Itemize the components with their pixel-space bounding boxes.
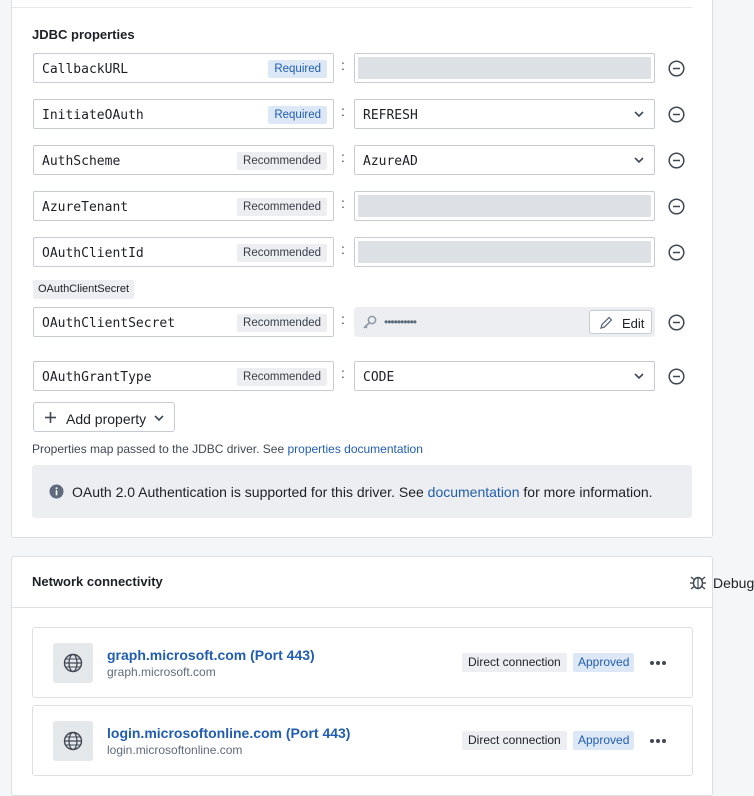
debug-label: Debug [713,575,754,591]
property-key-field[interactable] [33,237,334,267]
property-value-input[interactable] [354,191,655,221]
host-title-link[interactable]: graph.microsoft.com (Port 443) [107,647,315,663]
edit-label: Edit [622,316,645,331]
jdbc-properties-panel [11,0,713,538]
secret-value-field [354,307,655,337]
separator-colon: : [341,149,345,165]
required-badge: Required [268,106,327,124]
host-icon-box [53,643,93,683]
chevron-down-icon [634,371,644,381]
remove-property-icon[interactable] [668,152,685,169]
globe-icon [63,653,83,673]
property-row-authscheme [33,145,693,175]
separator-colon: : [341,195,345,211]
property-value-select[interactable] [354,361,655,391]
network-connectivity-title: Network connectivity [32,574,163,589]
host-title-link[interactable]: login.microsoftonline.com (Port 443) [107,725,351,741]
selected-value: CODE [363,370,395,385]
property-key-name: AuthScheme [42,154,121,169]
property-key-name: AzureTenant [42,200,129,215]
info-icon [49,484,64,499]
property-key-name: OAuthClientId [42,246,144,261]
network-connectivity-panel [11,556,754,796]
approved-status-tag: Approved [573,653,634,672]
info-text [72,484,653,500]
property-row-oauthclientsecret [33,307,693,337]
documentation-link[interactable]: documentation [427,484,520,500]
add-property-label: Add property [66,411,147,427]
property-row-oauthgranttype [33,361,693,391]
network-host-card[interactable] [32,705,693,776]
property-key-name: InitiateOAuth [42,108,144,123]
required-badge: Required [268,60,327,78]
divider [12,607,712,608]
network-host-card[interactable] [32,627,693,698]
connection-type-tag: Direct connection [462,653,567,672]
remove-property-icon[interactable] [668,368,685,385]
host-subtitle: graph.microsoft.com [107,665,216,679]
host-icon-box [53,721,93,761]
chevron-down-icon [154,413,164,423]
properties-helper-text [32,442,423,456]
key-icon [362,314,378,330]
plus-icon [44,411,57,424]
property-key-name: OAuthClientSecret [42,316,176,331]
property-row-callbackurl [33,53,693,83]
chevron-down-icon [634,109,644,119]
host-subtitle: login.microsoftonline.com [107,743,243,757]
separator-colon: : [341,241,345,257]
remove-property-icon[interactable] [668,106,685,123]
property-row-initiateoauth [33,99,693,129]
add-property-button[interactable] [33,402,175,432]
approved-status-tag: Approved [573,731,634,750]
property-value-select[interactable] [354,99,655,129]
jdbc-properties-title: JDBC properties [32,27,135,42]
globe-icon [63,731,83,751]
remove-property-icon[interactable] [668,198,685,215]
properties-documentation-link[interactable]: properties documentation [287,442,423,456]
recommended-badge: Recommended [237,244,327,262]
property-row-azuretenant [33,191,693,221]
property-key-field[interactable] [33,361,334,391]
property-value-input[interactable] [354,53,655,83]
property-key-field[interactable] [33,191,334,221]
property-value-input[interactable] [354,237,655,267]
selected-value: REFRESH [363,108,418,123]
more-options-icon[interactable] [649,738,667,744]
recommended-badge: Recommended [237,368,327,386]
property-key-name: CallbackURL [42,62,129,77]
separator-colon: : [341,57,345,73]
property-key-field[interactable] [33,307,334,337]
edit-secret-button[interactable] [589,310,652,334]
property-key-field[interactable] [33,145,334,175]
separator-colon: : [341,103,345,119]
separator-colon: : [341,311,345,327]
property-value-select[interactable] [354,145,655,175]
masked-secret: •••••••••• [384,315,417,329]
property-key-field[interactable] [33,99,334,129]
remove-property-icon[interactable] [668,60,685,77]
property-key-field[interactable] [33,53,334,83]
separator-colon: : [341,365,345,381]
divider [12,7,692,8]
recommended-badge: Recommended [237,152,327,170]
info-prefix: OAuth 2.0 Authentication is supported for this driver. See [72,484,428,500]
oauth-info-callout [32,465,692,518]
secret-field-label: OAuthClientSecret [33,280,134,299]
chevron-down-icon [634,155,644,165]
selected-value: AzureAD [363,154,418,169]
bug-icon [689,573,707,591]
connection-type-tag: Direct connection [462,731,567,750]
remove-property-icon[interactable] [668,244,685,261]
property-key-name: OAuthGrantType [42,370,152,385]
remove-property-icon[interactable] [668,314,685,331]
recommended-badge: Recommended [237,198,327,216]
property-row-oauthclientid [33,237,693,267]
more-options-icon[interactable] [649,660,667,666]
recommended-badge: Recommended [237,314,327,332]
pencil-icon [599,316,613,330]
info-suffix: for more information. [519,484,653,500]
helper-text: Properties map passed to the JDBC driver. See [32,442,288,456]
